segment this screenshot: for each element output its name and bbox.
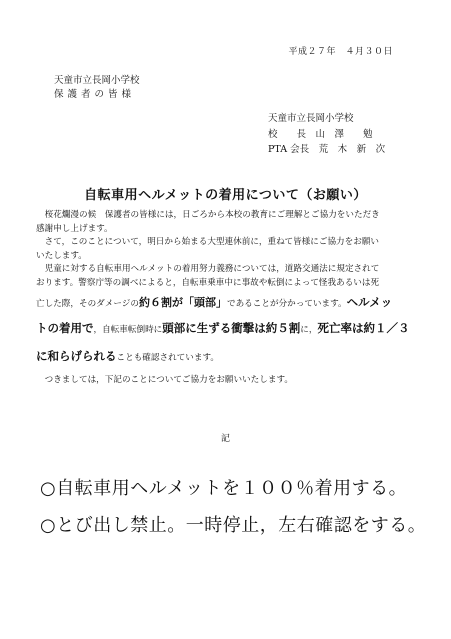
body-line: さて，このことについて，明日から始まる大型連休前に，重ねて皆様にご協力をお願い: [44, 237, 380, 247]
body-line: 感謝申し上げます。: [36, 223, 113, 234]
item-stop-look: ○とび出し禁止。一時停止，左右確認をする。: [40, 515, 427, 536]
body-line: 亡した際，そのダメージの約６割が「頭部」であることが分かっています。ヘルメッ: [36, 295, 393, 309]
paragraph-closing: [36, 374, 421, 388]
sender-block: [268, 111, 385, 158]
body-line: に和らげられることも確認されています。: [36, 349, 219, 363]
document-body: [36, 209, 421, 387]
emphasis-head-ratio: 約６割が「頭部」: [138, 296, 227, 309]
body-line: 児童に対する自転車用ヘルメットの着用努力義務については，道路交通法に規定されて: [44, 264, 380, 274]
paragraph-helmet-law: [36, 263, 421, 366]
emphasis-death-rate: 死亡率は約１／３: [317, 320, 410, 335]
body-line: 桜花爛漫の候 保護者の皆様には，日ごろから本校の教育にご理解とご協力をいただき: [44, 210, 380, 220]
item-helmet: ○自転車用ヘルメットを１００％着用する。: [40, 478, 408, 499]
body-line: トの着用で，自転車転倒時に頭部に生ずる衝撃は約５割に，死亡率は約１／３: [36, 320, 410, 335]
ki-heading: 記: [220, 434, 230, 444]
document-date: 平成２７年 ４月３０日: [288, 47, 393, 57]
sender-pta: PTA 会長 荒 木 新 次: [268, 144, 386, 155]
sender-principal: 校 長 山 澤 勉: [268, 128, 373, 140]
body-line: つきましては，下記のことについてご協力をお願いいたします。: [44, 374, 293, 385]
emphasis-helmet: ヘルメッ: [346, 295, 393, 309]
recipient-parents: 保護者の皆様: [54, 89, 136, 100]
recipient-school: 天童市立長岡小学校: [54, 75, 140, 86]
body-line: いたします。: [36, 250, 87, 261]
sender-school: 天童市立長岡小学校: [268, 113, 354, 124]
document-title: 自転車用ヘルメットの着用について（お願い）: [84, 188, 367, 203]
paragraph-request: [36, 236, 421, 263]
paragraph-greeting: [36, 209, 421, 236]
body-line: おります。警察庁等の調べによると，自転車乗車中に事故や転倒によって怪我あるいは死: [36, 277, 380, 288]
emphasis-impact: 頭部に生ずる衝撃は約５割: [162, 320, 301, 335]
